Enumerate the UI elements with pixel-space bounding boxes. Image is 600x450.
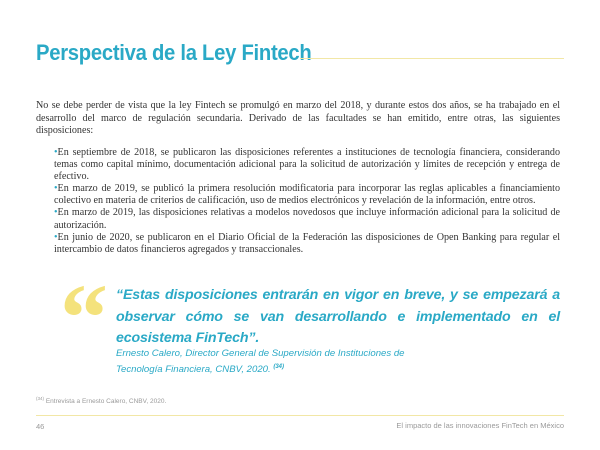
footnote-reference: (34) <box>36 396 45 401</box>
attribution-text: Ernesto Calero, Director General de Supervisión de Instituciones de Tecnología Financiera, CNBV, 2020. <box>116 348 405 375</box>
list-item <box>54 232 560 256</box>
quote-mark-icon: “ <box>60 264 108 371</box>
disposiciones-list <box>54 147 560 256</box>
footer-divider <box>36 415 564 416</box>
list-item <box>54 183 560 207</box>
attribution-reference: (34) <box>273 363 284 370</box>
list-item-text: En junio de 2020, se publicaron en el Diario Oficial de la Federación las disposiciones de Open Banking para regular el intercambio de datos financieros agregados y transaccionales. <box>54 231 560 255</box>
list-item-text: En marzo de 2019, se publicó la primera resolución modificatoria para incorporar las reglas aplicables a financiamiento colectivo en materia de criterios de calificación, uso de medios electrónicos y revelación de la información, entre otros. <box>54 183 560 207</box>
footnote <box>36 396 166 405</box>
title-divider <box>300 58 564 59</box>
intro-paragraph: No se debe perder de vista que la ley Fintech se promulgó en marzo del 2018, y durante estos dos años, se ha trabajado en el desarrollo del marco de regulación secundaria. Derivado de las facultades se han emitido, entre otras, las siguientes disposiciones: <box>36 100 560 137</box>
list-item <box>54 147 560 183</box>
bullet-marker: • <box>54 207 58 219</box>
bullet-marker: • <box>54 183 58 195</box>
bullet-marker: • <box>54 231 58 243</box>
pull-quote: “Estas disposiciones entrarán en vigor en breve, y se empezará a observar cómo se van desarrollando e implementado en el ecosistema FinTech”. <box>116 287 560 346</box>
page-number: 46 <box>36 422 45 431</box>
list-item-text: En septiembre de 2018, se publicaron las disposiciones referentes a instituciones de tecnología financiera, considerando temas como capital mínimo, documentación adicional para la solicitud de autorización y límites de recepción y entrega de efectivo. <box>54 147 560 183</box>
footnote-text: Entrevista a Ernesto Calero, CNBV, 2020. <box>45 398 167 406</box>
page-title: Perspectiva de la Ley Fintech <box>36 40 312 65</box>
footer-title: El impacto de las innovaciones FinTech en México <box>396 421 564 430</box>
bullet-marker: • <box>54 147 58 158</box>
list-item <box>54 207 560 231</box>
quote-attribution <box>116 348 416 376</box>
list-item-text: En marzo de 2019, las disposiciones relativas a modelos novedosos que incluye información adicional para la solicitud de autorización. <box>54 207 560 231</box>
